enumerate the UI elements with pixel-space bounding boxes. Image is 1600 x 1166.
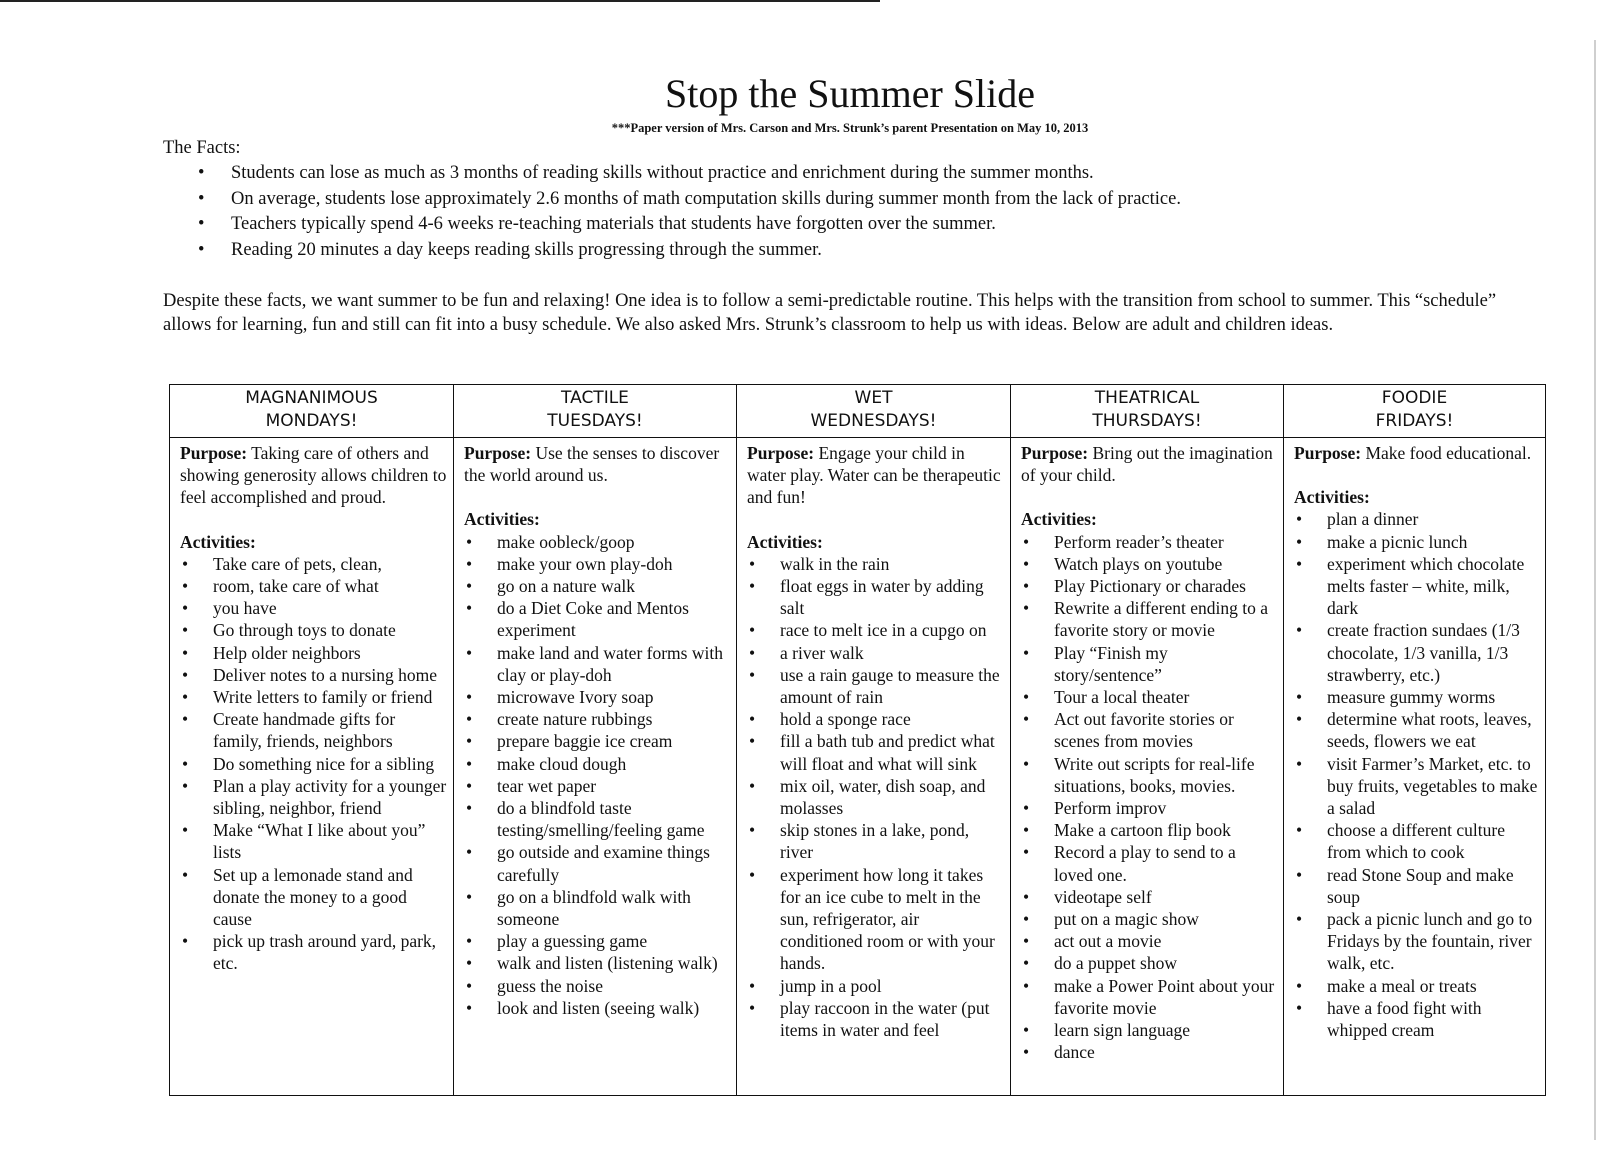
activities-label: Activities: <box>1294 487 1370 508</box>
purpose-description: Engage your child in water play. Water can be therapeutic and fun! <box>747 443 1001 508</box>
activity-item: • determine what roots, leaves, seeds, flowers we eat <box>1294 708 1539 752</box>
activity-item: • Plan a play activity for a younger sibling, neighbor, friend <box>180 775 447 819</box>
activity-item: • use a rain gauge to measure the amount of rain <box>747 664 1004 708</box>
purpose-text <box>1294 442 1539 464</box>
activity-item: • make a picnic lunch <box>1294 531 1539 553</box>
scan-edge-shadow <box>1594 40 1596 1140</box>
purpose-text <box>1021 442 1277 486</box>
activity-item: • float eggs in water by adding salt <box>747 575 1004 619</box>
activity-item: • Act out favorite stories or scenes from movies <box>1021 708 1277 752</box>
activity-item: • choose a different culture from which to cook <box>1294 819 1539 863</box>
activity-item: • a river walk <box>747 642 1004 664</box>
activity-item: • prepare baggie ice cream <box>464 730 730 752</box>
activities-label: Activities: <box>180 531 256 552</box>
activity-item: • visit Farmer’s Market, etc. to buy fruits, vegetables to make a salad <box>1294 753 1539 820</box>
day-header-friday: FOODIE FRIDAYS! <box>1284 385 1546 438</box>
activity-item: • Record a play to send to a loved one. <box>1021 841 1277 885</box>
activity-item: • play raccoon in the water (put items in water and feel <box>747 997 1004 1041</box>
activity-item: • put on a magic show <box>1021 908 1277 930</box>
activities-label: Activities: <box>1021 509 1097 530</box>
activity-item: • you have <box>180 597 447 619</box>
weekly-schedule-table <box>169 384 1546 1096</box>
activity-item: • have a food fight with whipped cream <box>1294 997 1539 1041</box>
purpose-text <box>464 442 730 486</box>
purpose-description: Make food educational. <box>1361 443 1532 463</box>
activity-item: • do a Diet Coke and Mentos experiment <box>464 597 730 641</box>
activity-item: • go outside and examine things carefully <box>464 841 730 885</box>
activity-item: • learn sign language <box>1021 1019 1277 1041</box>
purpose-label: Purpose: <box>747 443 815 463</box>
day-cell-thursday <box>1011 438 1284 1096</box>
activity-item: • race to melt ice in a cupgo on <box>747 619 1004 641</box>
activity-item: • read Stone Soup and make soup <box>1294 864 1539 908</box>
activity-item: • create fraction sundaes (1/3 chocolate, 1/3 vanilla, 1/3 strawberry, etc.) <box>1294 619 1539 686</box>
page-subtitle: ***Paper version of Mrs. Carson and Mrs. Strunk’s parent Presentation on May 10, 2013 <box>611 121 1089 135</box>
activity-item: • videotape self <box>1021 886 1277 908</box>
purpose-text <box>180 442 447 509</box>
activity-item: • dance <box>1021 1041 1277 1063</box>
day-cell-tuesday <box>454 438 737 1096</box>
activity-item: • make oobleck/goop <box>464 531 730 553</box>
activity-item: • make a Power Point about your favorite movie <box>1021 975 1277 1019</box>
activity-item: • Write out scripts for real-life situations, books, movies. <box>1021 753 1277 797</box>
activity-item: • plan a dinner <box>1294 508 1539 530</box>
day-cell-friday <box>1284 438 1546 1096</box>
purpose-label: Purpose: <box>1294 443 1362 463</box>
activity-item: • Rewrite a different ending to a favorite story or movie <box>1021 597 1277 641</box>
activity-item: • Make a cartoon flip book <box>1021 819 1277 841</box>
day-header-thursday: THEATRICAL THURSDAYS! <box>1011 385 1284 438</box>
activity-item: • make your own play-doh <box>464 553 730 575</box>
day-header-monday: MAGNANIMOUS MONDAYS! <box>170 385 454 438</box>
activity-item: • make cloud dough <box>464 753 730 775</box>
activity-item: • Tour a local theater <box>1021 686 1277 708</box>
activity-item: • go on a nature walk <box>464 575 730 597</box>
activity-item: • Deliver notes to a nursing home <box>180 664 447 686</box>
activity-item: • play a guessing game <box>464 930 730 952</box>
schedule-header-row <box>170 385 1546 438</box>
activity-item: • experiment how long it takes for an ice cube to melt in the sun, refrigerator, air conditioned room or with your hands. <box>747 864 1004 975</box>
purpose-description: Taking care of others and showing generosity allows children to feel accomplished and proud. <box>180 443 447 508</box>
activity-item: • microwave Ivory soap <box>464 686 730 708</box>
page-title: Stop the Summer Slide <box>665 71 1035 116</box>
activity-item: • make a meal or treats <box>1294 975 1539 997</box>
schedule-body-row <box>170 438 1546 1096</box>
activity-item: • skip stones in a lake, pond, river <box>747 819 1004 863</box>
activity-item: • Play “Finish my story/sentence” <box>1021 642 1277 686</box>
purpose-label: Purpose: <box>180 443 248 463</box>
activity-item: • Perform improv <box>1021 797 1277 819</box>
fact-item: • Reading 20 minutes a day keeps reading skills progressing through the summer. <box>195 238 1181 264</box>
activities-label: Activities: <box>747 531 823 552</box>
activities-list <box>1294 508 1539 1041</box>
activity-item: • Make “What I like about you” lists <box>180 819 447 863</box>
purpose-description: Use the senses to discover the world around us. <box>464 443 720 486</box>
activity-item: • Create handmade gifts for family, friends, neighbors <box>180 708 447 752</box>
activity-item: • Do something nice for a sibling <box>180 753 447 775</box>
day-cell-wednesday <box>737 438 1011 1096</box>
day-header-wednesday: WET WEDNESDAYS! <box>737 385 1011 438</box>
activity-item: • jump in a pool <box>747 975 1004 997</box>
activity-item: • pack a picnic lunch and go to Fridays by the fountain, river walk, etc. <box>1294 908 1539 975</box>
fact-item: • Teachers typically spend 4-6 weeks re-teaching materials that students have forgotten over the summer. <box>195 212 1181 238</box>
activity-item: • Perform reader’s theater <box>1021 531 1277 553</box>
purpose-text <box>747 442 1004 509</box>
activities-list <box>464 531 730 1019</box>
fact-item: • On average, students lose approximately 2.6 months of math computation skills during summer month from the lack of practice. <box>195 187 1181 213</box>
purpose-label: Purpose: <box>1021 443 1089 463</box>
facts-label: The Facts: <box>163 138 241 158</box>
activities-list <box>747 553 1004 1041</box>
activity-item: • experiment which chocolate melts faster – white, milk, dark <box>1294 553 1539 620</box>
activity-item: • Watch plays on youtube <box>1021 553 1277 575</box>
activity-item: • create nature rubbings <box>464 708 730 730</box>
activities-list <box>1021 531 1277 1064</box>
activity-item: • Write letters to family or friend <box>180 686 447 708</box>
day-cell-monday <box>170 438 454 1096</box>
activity-item: • walk and listen (listening walk) <box>464 952 730 974</box>
activity-item: • look and listen (seeing walk) <box>464 997 730 1019</box>
day-header-tuesday: TACTILE TUESDAYS! <box>454 385 737 438</box>
scan-edge-line <box>0 0 880 2</box>
facts-list <box>195 161 1181 263</box>
activity-item: • pick up trash around yard, park, etc. <box>180 930 447 974</box>
activity-item: • do a blindfold taste testing/smelling/feeling game <box>464 797 730 841</box>
fact-item: • Students can lose as much as 3 months of reading skills without practice and enrichment during the summer months. <box>195 161 1181 187</box>
activity-item: • Go through toys to donate <box>180 619 447 641</box>
activities-label: Activities: <box>464 509 540 530</box>
activity-item: • mix oil, water, dish soap, and molasses <box>747 775 1004 819</box>
activity-item: • act out a movie <box>1021 930 1277 952</box>
activity-item: • hold a sponge race <box>747 708 1004 730</box>
purpose-description: Bring out the imagination of your child. <box>1021 443 1273 486</box>
purpose-label: Purpose: <box>464 443 532 463</box>
activity-item: • tear wet paper <box>464 775 730 797</box>
activities-list <box>180 553 447 975</box>
activity-item: • room, take care of what <box>180 575 447 597</box>
activity-item: • Play Pictionary or charades <box>1021 575 1277 597</box>
activity-item: • guess the noise <box>464 975 730 997</box>
intro-paragraph: Despite these facts, we want summer to be fun and relaxing! One idea is to follow a semi-predictable routine. This helps with the transition from school to summer. This “schedule” allows for learning, fun and still can fit into a busy schedule. We also asked Mrs. Strunk’s classroom to help us with ideas. Below are adult and children ideas. <box>163 291 1497 335</box>
activity-item: • measure gummy worms <box>1294 686 1539 708</box>
activity-item: • go on a blindfold walk with someone <box>464 886 730 930</box>
activity-item: • Help older neighbors <box>180 642 447 664</box>
activity-item: • make land and water forms with clay or play-doh <box>464 642 730 686</box>
activity-item: • walk in the rain <box>747 553 1004 575</box>
activity-item: • Set up a lemonade stand and donate the money to a good cause <box>180 864 447 931</box>
activity-item: • do a puppet show <box>1021 952 1277 974</box>
activity-item: • fill a bath tub and predict what will float and what will sink <box>747 730 1004 774</box>
activity-item: • Take care of pets, clean, <box>180 553 447 575</box>
